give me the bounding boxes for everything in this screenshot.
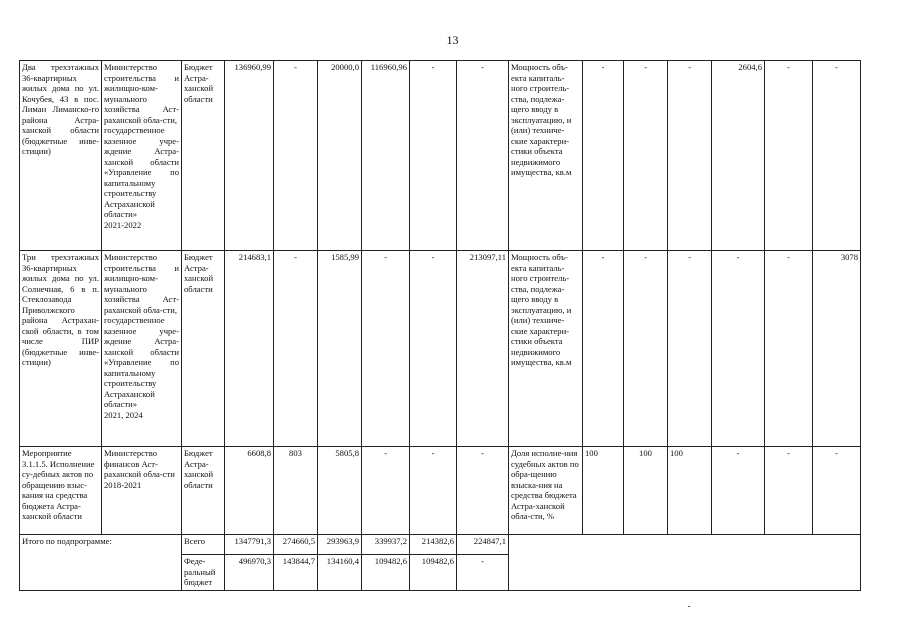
indicator-cell: Мощность объ-екта капиталь-ного строитель-ства, подлежа-щего вводу в эксплуатацию, и (или) техниче-ские характери-стики объекта недвижимого имущества, кв.м (509, 61, 583, 251)
year-cell: - (362, 251, 410, 447)
year-cell: - (410, 61, 457, 251)
year-cell: 339937,2 (362, 535, 410, 555)
year-cell: 5805,8 (318, 447, 362, 535)
indicator-value: - (813, 61, 861, 251)
indicator-value: - (668, 251, 712, 447)
indicator-value: 3078 (813, 251, 861, 447)
year-cell: 214382,6 (410, 535, 457, 555)
indicator-value: - (765, 61, 813, 251)
total-cell: 6608,8 (225, 447, 274, 535)
funding-source: Бюджет Астра-ханской области (182, 251, 225, 447)
table-row (20, 61, 861, 251)
activity-name: Мероприятие 3.1.1.5. Исполнение су-дебных актов по обращению взыс-кания на средства бюджета Астра-ханской области (20, 447, 102, 535)
year-cell: 116960,96 (362, 61, 410, 251)
total-cell: 496970,3 (225, 555, 274, 591)
indicator-value: - (668, 61, 712, 251)
indicator-value: - (583, 61, 624, 251)
executor-cell: Министерство строительства и жилищно-ком-мунального хозяйства Аст-раханской обла-сти, государственное казенное учре-ждение Астра-ханской области «Управление по капитальному строительству Астраханской области» 2021-2022 (102, 61, 182, 251)
year-cell: 224847,1 (457, 535, 509, 555)
year-cell: 293963,9 (318, 535, 362, 555)
table-row (20, 251, 861, 447)
year-cell: 109482,6 (362, 555, 410, 591)
summary-blank (509, 535, 861, 591)
year-cell: - (362, 447, 410, 535)
year-cell: - (457, 61, 509, 251)
executor-cell: Министерство строительства и жилищно-ком-мунального хозяйства Аст-раханской обла-сти, государственное казенное учре-ждение Астра-ханской области «Управление по капитальному строительству Астраханской области» 2021, 2024 (102, 251, 182, 447)
scan-speck (688, 606, 690, 607)
indicator-value: - (624, 61, 668, 251)
indicator-value: - (712, 447, 765, 535)
program-table (19, 60, 861, 591)
total-cell: 214683,1 (225, 251, 274, 447)
indicator-cell: Доля исполне-ния судебных актов по обра-щению взыска-ния на средства бюджета Астра-ханской обла-сти, % (509, 447, 583, 535)
funding-source: Бюджет Астра-ханской области (182, 447, 225, 535)
indicator-value: 100 (668, 447, 712, 535)
indicator-value: 100 (624, 447, 668, 535)
indicator-value: 2604,6 (712, 61, 765, 251)
activity-name: Два трехэтажных 36-квартирных жилых дома по ул. Кочубея, 43 в пос. Лиман Лиманско-го района Астра-ханской области (бюджетные инве-стиции) (20, 61, 102, 251)
year-cell: 1585,99 (318, 251, 362, 447)
year-cell: - (457, 447, 509, 535)
year-cell: - (274, 61, 318, 251)
indicator-value: - (624, 251, 668, 447)
year-cell: 213097,11 (457, 251, 509, 447)
total-cell: 1347791,3 (225, 535, 274, 555)
indicator-value: - (765, 447, 813, 535)
year-cell: 20000,0 (318, 61, 362, 251)
indicator-value: 100 (583, 447, 624, 535)
funding-source: Бюджет Астра-ханской области (182, 61, 225, 251)
summary-row (20, 535, 861, 555)
year-cell: - (410, 447, 457, 535)
year-cell: 803 (274, 447, 318, 535)
year-cell: - (457, 555, 509, 591)
indicator-cell: Мощность объ-екта капиталь-ного строитель-ства, подлежа-щего вводу в эксплуатацию, и (или) техниче-ские характери-стики объекта недвижимого имущества, кв.м (509, 251, 583, 447)
year-cell: 109482,6 (410, 555, 457, 591)
summary-label: Итого по подпрограмме: (20, 535, 182, 591)
year-cell: 143844,7 (274, 555, 318, 591)
indicator-value: - (765, 251, 813, 447)
year-cell: - (410, 251, 457, 447)
funding-source: Феде- ральный бюджет (182, 555, 225, 591)
table-row (20, 447, 861, 535)
indicator-value: - (712, 251, 765, 447)
year-cell: - (274, 251, 318, 447)
total-cell: 136960,99 (225, 61, 274, 251)
activity-name: Три трехэтажных 36-квартирных жилых дома по ул. Солнечная, 6 в п. Стеклозавода Приволжского района Астрахан-ской области, в том числе ПИР (бюджетные инве-стиции) (20, 251, 102, 447)
indicator-value: - (813, 447, 861, 535)
funding-source: Всего (182, 535, 225, 555)
year-cell: 274660,5 (274, 535, 318, 555)
executor-cell: Министерство финансов Аст-раханской обла-сти 2018-2021 (102, 447, 182, 535)
page-number: 13 (446, 33, 459, 47)
indicator-value: - (583, 251, 624, 447)
year-cell: 134160,4 (318, 555, 362, 591)
